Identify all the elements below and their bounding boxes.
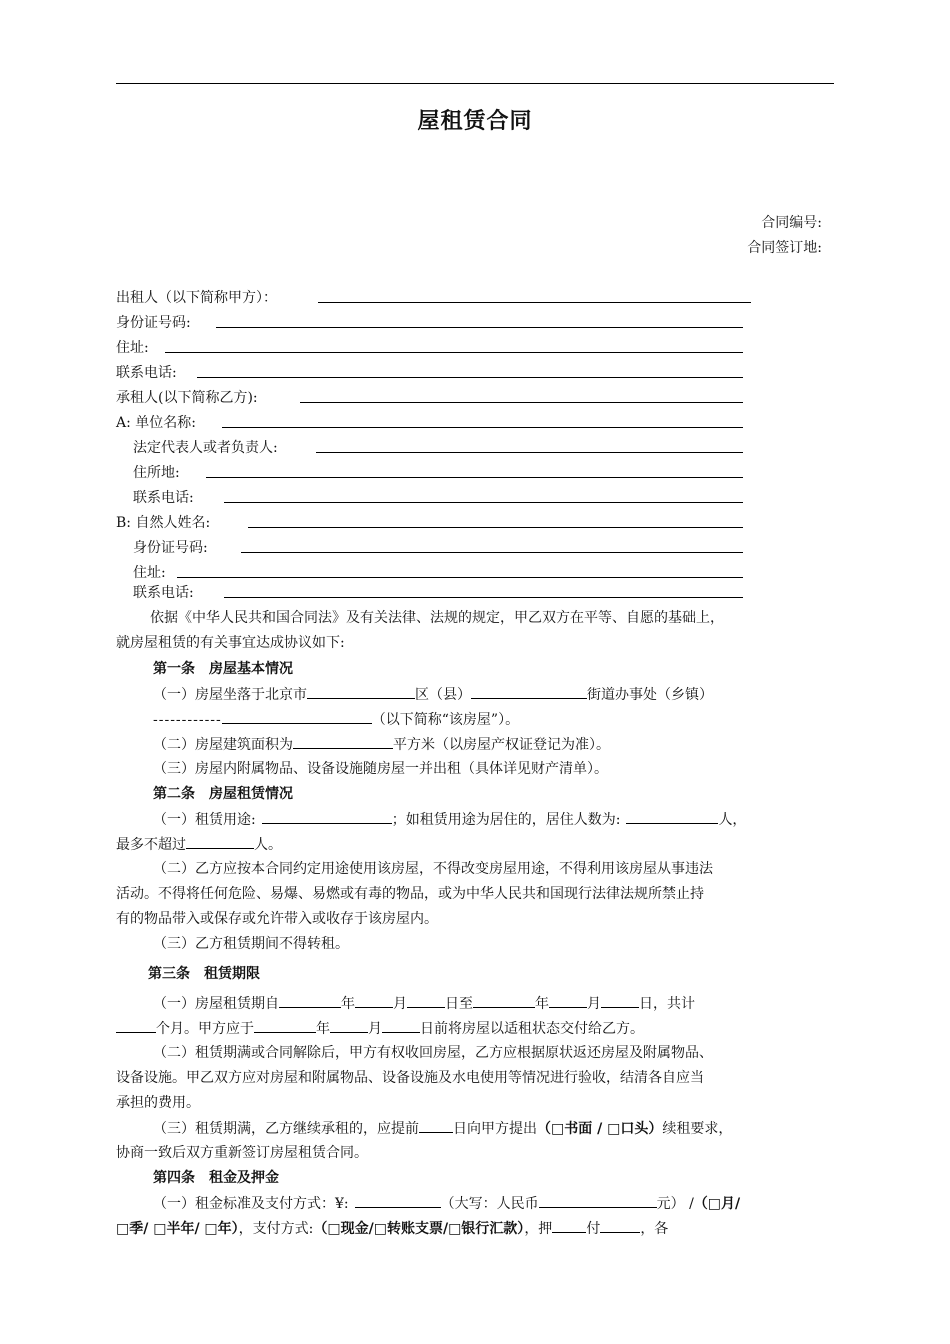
art4-p1: （一）租金标准及支付方式：¥: （大写：人民币 元） /（□月/ — [153, 1192, 740, 1213]
art1-p1: （一）房屋坐落于北京市 区（县） 街道办事处（乡镇） — [153, 683, 713, 704]
header-rule — [116, 83, 834, 84]
renewal-method-options[interactable]: （□书面 / □口头） — [537, 1121, 663, 1137]
street-field[interactable] — [471, 683, 587, 699]
address-detail-field[interactable] — [222, 708, 372, 724]
rent-amount-words-field[interactable] — [539, 1192, 657, 1208]
person-id-label: 身份证号码: — [133, 540, 208, 556]
person-phone-label: 联系电话: — [133, 585, 194, 601]
delivery-day-field[interactable] — [382, 1017, 420, 1033]
max-residents-field[interactable] — [186, 833, 254, 849]
art1-p2: （二）房屋建筑面积为 平方米（以房屋产权证登记为准）。 — [153, 733, 610, 754]
art3-p2-line3: 承担的费用。 — [116, 1095, 200, 1111]
art3-p2-line2: 设备设施。甲乙双方应对房屋和附属物品、设备设施及水电使用等情况进行验收，结清各自应当 — [116, 1070, 704, 1086]
art4-p1-cont: □季/ □半年/ □年），支付方式:（□现金/□转账支票/□银行汇款），押 付 ，各 — [116, 1217, 668, 1238]
art2-p2-line1: （二）乙方应按本合同约定用途使用该房屋，不得改变房屋用途，不得利用该房屋从事违法 — [153, 861, 713, 877]
end-year-field[interactable] — [473, 992, 535, 1008]
residents-field[interactable] — [626, 808, 718, 824]
art3-p2-line1: （二）租赁期满或合同解除后，甲方有权收回房屋，乙方应根据原状返还房屋及附属物品、 — [153, 1045, 713, 1061]
lessor-address-label: 住址: — [116, 340, 149, 356]
art2-p1-cont: 最多不超过 人。 — [116, 833, 282, 854]
rent-period-options-a[interactable]: （□月/ — [693, 1196, 741, 1212]
lessor-address-field[interactable] — [165, 352, 743, 353]
rent-amount-field[interactable] — [355, 1192, 441, 1208]
intro-line-2: 就房屋租赁的有关事宜达成协议如下: — [116, 635, 345, 651]
document-title: 屋租赁合同 — [417, 109, 533, 134]
signing-place-label: 合同签订地: — [747, 240, 822, 256]
art2-p2-line3: 有的物品带入或保存或允许带入或收存于该房屋内。 — [116, 911, 438, 927]
district-field[interactable] — [307, 683, 415, 699]
person-address-field[interactable] — [177, 577, 743, 578]
area-field[interactable] — [293, 733, 393, 749]
unit-phone-label: 联系电话: — [133, 490, 194, 506]
start-month-field[interactable] — [355, 992, 393, 1008]
art2-p1: （一）租赁用途: ；如租赁用途为居住的，居住人数为: 人， — [153, 808, 746, 829]
domicile-field[interactable] — [206, 477, 743, 478]
unit-phone-field[interactable] — [224, 502, 743, 503]
lessor-label: 出租人（以下简称甲方）： — [116, 290, 277, 306]
art1-p1-cont: ------------ （以下简称“该房屋”）。 — [153, 708, 519, 729]
end-day-field[interactable] — [601, 992, 639, 1008]
art3-p3: （三）租赁期满，乙方继续承租的，应提前 日向甲方提出（□书面 / □口头）续租要求， — [153, 1117, 732, 1138]
article-3-heading: 第三条 租赁期限 — [148, 966, 260, 982]
delivery-year-field[interactable] — [254, 1017, 316, 1033]
article-1-heading: 第一条 房屋基本情况 — [153, 661, 293, 677]
art2-p2-line2: 活动。不得将任何危险、易爆、易燃或有毒的物品，或为中华人民共和国现行法律法规所禁止持 — [116, 886, 704, 902]
unit-name-field[interactable] — [222, 427, 743, 428]
renewal-days-field[interactable] — [419, 1117, 453, 1133]
pay-months-field[interactable] — [600, 1217, 640, 1233]
lessor-id-label: 身份证号码: — [116, 315, 191, 331]
contract-number-label: 合同编号: — [761, 215, 822, 231]
start-day-field[interactable] — [407, 992, 445, 1008]
intro-line-1: 依据《中华人民共和国合同法》及有关法律、法规的规定，甲乙双方在平等、自愿的基础上， — [150, 610, 724, 626]
deposit-months-field[interactable] — [552, 1217, 586, 1233]
payment-method-options[interactable]: （□现金/□转账支票/□银行汇款） — [313, 1221, 525, 1237]
end-month-field[interactable] — [549, 992, 587, 1008]
lessor-phone-field[interactable] — [197, 377, 743, 378]
rent-period-options-b[interactable]: □季/ □半年/ □年） — [116, 1221, 239, 1237]
lessor-id-field[interactable] — [216, 327, 743, 328]
legal-rep-label: 法定代表人或者负责人: — [133, 440, 278, 456]
art3-p1-cont: 个月。甲方应于 年 月 日前将房屋以适租状态交付给乙方。 — [116, 1017, 644, 1038]
art3-p1: （一）房屋租赁期自 年 月 日至 年 月 日，共计 — [153, 992, 695, 1013]
domicile-label: 住所地: — [133, 465, 180, 481]
art3-p3-cont: 协商一致后双方重新签订房屋租赁合同。 — [116, 1145, 368, 1161]
start-year-field[interactable] — [279, 992, 341, 1008]
article-2-heading: 第二条 房屋租赁情况 — [153, 786, 293, 802]
lessee-field[interactable] — [300, 402, 743, 403]
usage-field[interactable] — [262, 808, 392, 824]
person-id-field[interactable] — [241, 552, 743, 553]
lessor-field[interactable] — [318, 302, 751, 303]
lessor-phone-label: 联系电话: — [116, 365, 177, 381]
person-name-label: B: 自然人姓名: — [116, 515, 211, 531]
person-address-label: 住址: — [133, 565, 166, 581]
delivery-month-field[interactable] — [330, 1017, 368, 1033]
art1-p3: （三）房屋内附属物品、设备设施随房屋一并出租（具体详见财产清单）。 — [153, 761, 608, 777]
person-name-field[interactable] — [248, 527, 743, 528]
legal-rep-field[interactable] — [316, 452, 743, 453]
lessee-label: 承租人(以下简称乙方): — [116, 390, 258, 406]
art2-p3: （三）乙方租赁期间不得转租。 — [153, 936, 349, 952]
person-phone-field[interactable] — [224, 597, 743, 598]
unit-name-label: A: 单位名称: — [116, 415, 196, 431]
total-months-field[interactable] — [116, 1017, 156, 1033]
article-4-heading: 第四条 租金及押金 — [153, 1170, 279, 1186]
